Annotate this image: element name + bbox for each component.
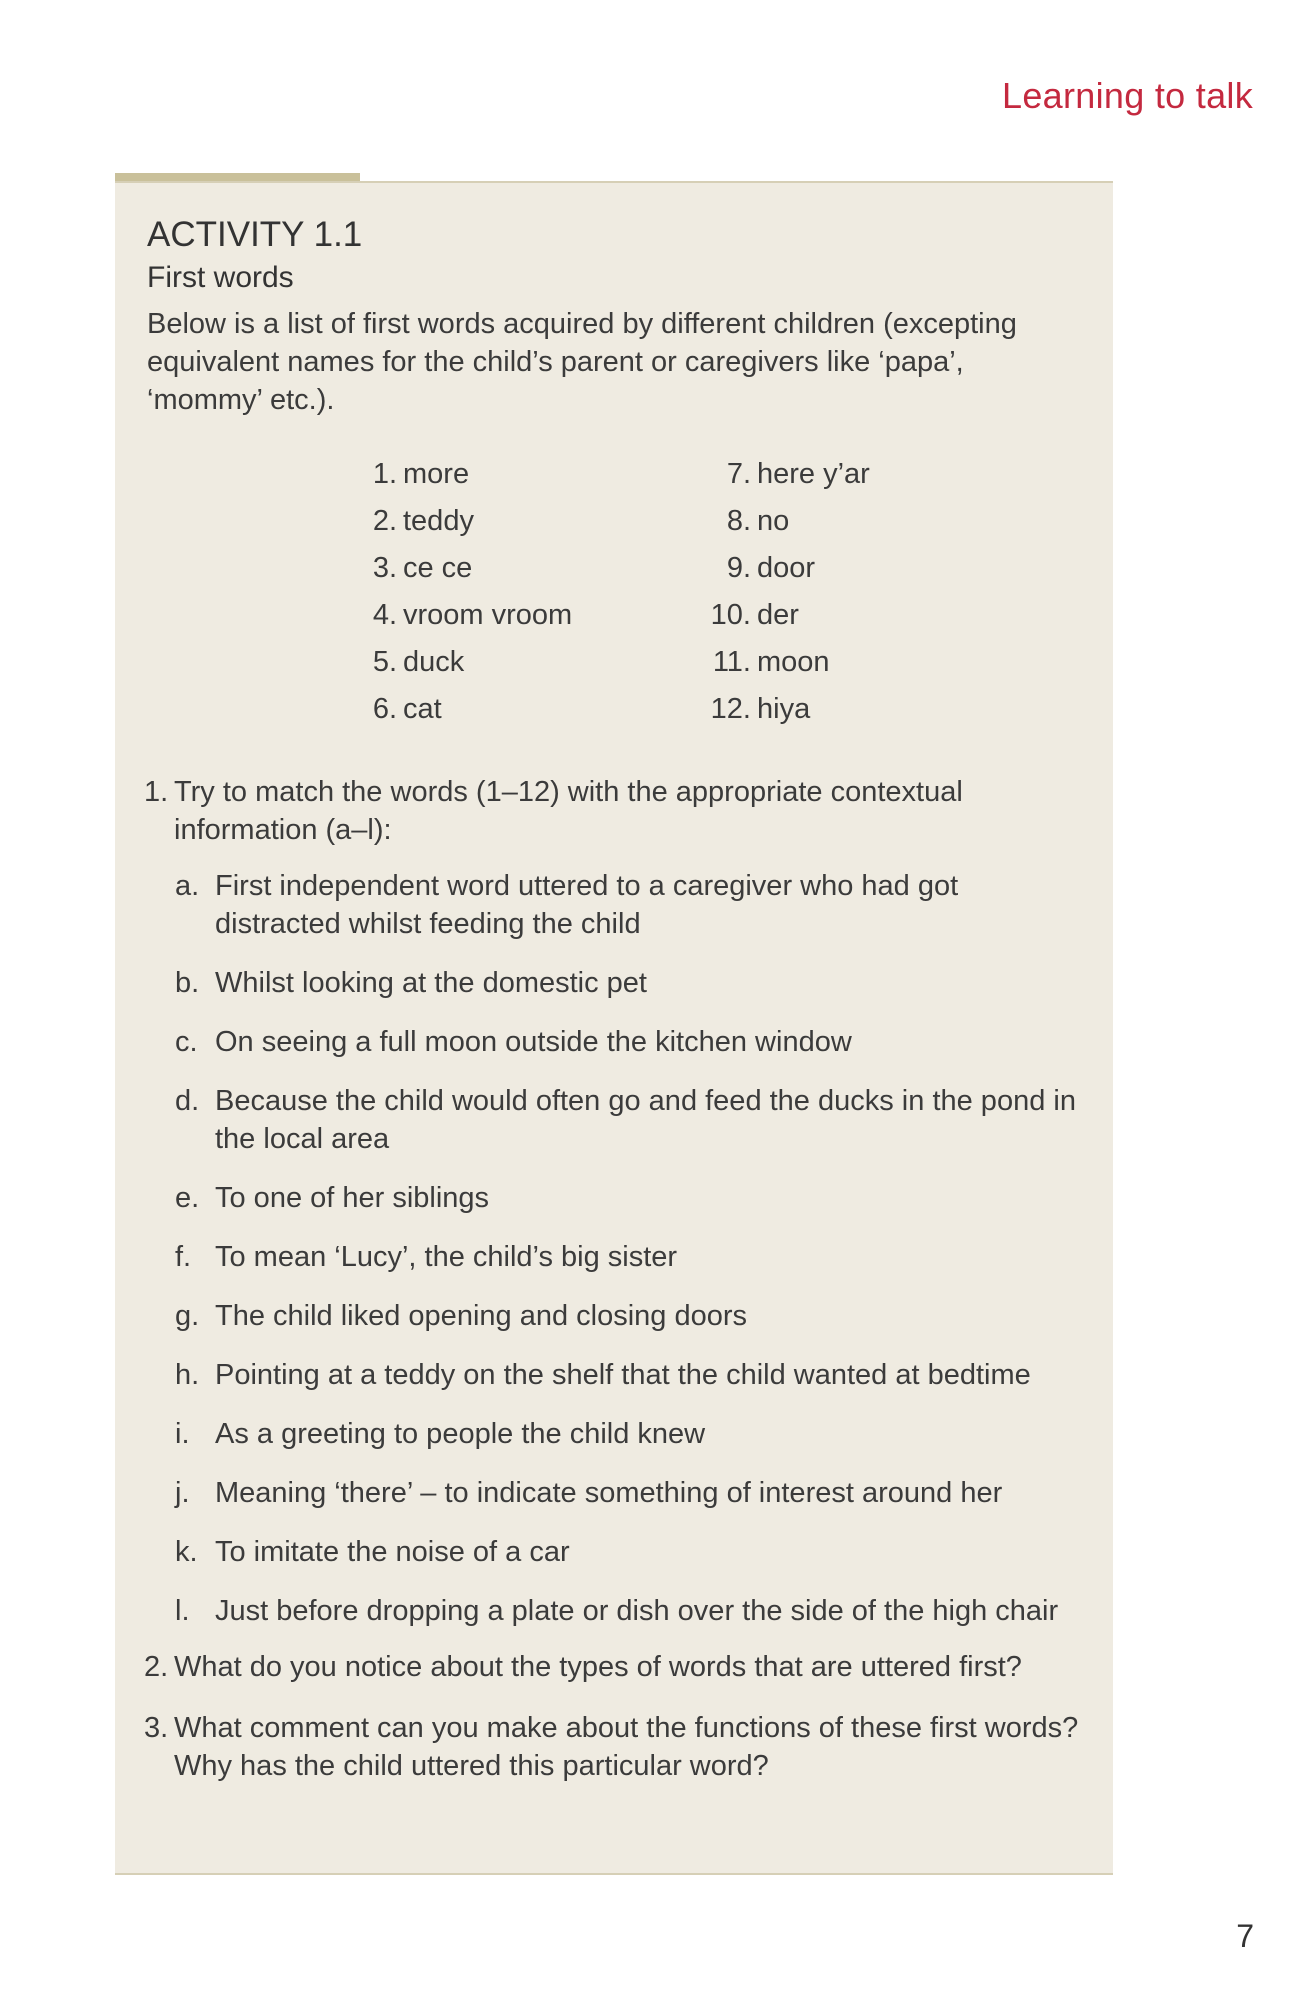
list-item: 1. more <box>372 458 470 490</box>
list-item: 11. moon <box>712 646 830 678</box>
list-item: 3. ce ce <box>372 552 473 584</box>
word-list-right <box>699 451 870 733</box>
list-item: c. On seeing a full moon outside the kitchen window <box>175 1026 852 1058</box>
list-item: 7. here y’ar <box>726 458 870 490</box>
list-item: 4. vroom vroom <box>372 599 573 631</box>
list-item: d. Because the child would often go and feed the ducks in the pond in the local area <box>175 1085 1076 1155</box>
activity-title: ACTIVITY 1.1 <box>147 215 363 254</box>
word-list-left <box>345 451 572 733</box>
question-list <box>144 773 1089 1785</box>
activity-intro: Below is a list of first words acquired by different children (excepting equivalent names for the child’s parent or caregivers like ‘papa’, ‘mommy’ etc.). <box>147 308 1017 416</box>
list-item: 9. door <box>726 552 816 584</box>
list-item: 2. teddy <box>372 505 474 537</box>
list-item: f. To mean ‘Lucy’, the child’s big sister <box>175 1241 678 1273</box>
running-head: Learning to talk <box>1002 75 1253 116</box>
list-item: 8. no <box>726 505 790 537</box>
list-item: g. The child liked opening and closing doors <box>175 1300 748 1332</box>
context-list <box>175 867 1089 1630</box>
list-item: 10. der <box>710 599 799 631</box>
activity-box <box>115 181 1113 1875</box>
list-item: j. Meaning ‘there’ – to indicate something of interest around her <box>175 1477 1003 1509</box>
box-accent-tab <box>115 173 360 181</box>
list-item: b. Whilst looking at the domestic pet <box>175 967 647 999</box>
list-item: i. As a greeting to people the child knew <box>175 1418 706 1450</box>
list-item: a. First independent word uttered to a caregiver who had got distracted whilst feeding the child <box>175 870 959 940</box>
list-item: k. To imitate the noise of a car <box>175 1536 570 1568</box>
list-item: 5. duck <box>372 646 465 678</box>
list-item: 12. hiya <box>710 693 811 725</box>
question-3: 3. What comment can you make about the functions of these first words? Why has the child uttered this particular word? <box>144 1712 1079 1782</box>
list-item: 6. cat <box>372 693 442 725</box>
question-1: 1. Try to match the words (1–12) with the appropriate contextual information (a–l): <box>144 776 963 846</box>
page-number: 7 <box>1236 1918 1254 1954</box>
list-item: e. To one of her siblings <box>175 1182 490 1214</box>
list-item: l. Just before dropping a plate or dish over the side of the high chair <box>175 1595 1059 1627</box>
question-2: 2. What do you notice about the types of words that are uttered first? <box>144 1651 1022 1683</box>
activity-subtitle: First words <box>147 261 294 294</box>
list-item: h. Pointing at a teddy on the shelf that the child wanted at bedtime <box>175 1359 1031 1391</box>
